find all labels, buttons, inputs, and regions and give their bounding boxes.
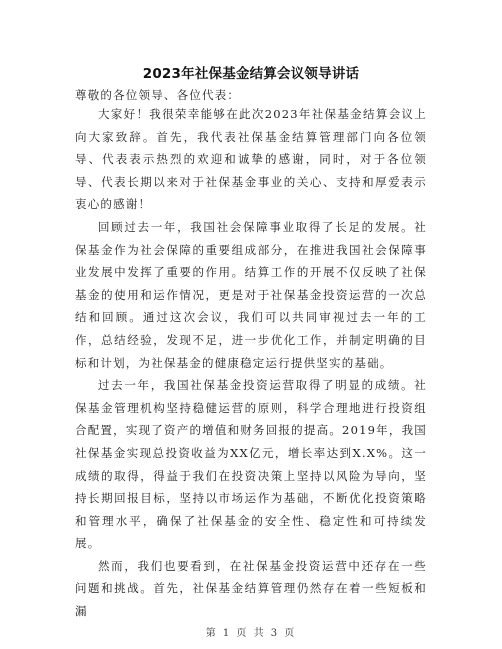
page-number-footer: 第 1 页 共 3 页 xyxy=(205,628,297,639)
paragraph-greeting: 大家好！我很荣幸能够在此次2023年社保基金结算会议上向大家致辞。首先，我代表社保基金结算管理部门向各位领导、代表表示热烈的欢迎和诚挚的感谢，同时，对于各位领导、代表长期以来对于社保基金事业的关心、支持和厚爱表示衷心的感谢！ xyxy=(75,107,427,212)
salutation: 尊敬的各位领导、各位代表： xyxy=(75,88,241,102)
paragraph-achievements: 过去一年，我国社保基金投资运营取得了明显的成绩。社保基金管理机构坚持稳健运营的原则，科学合理地进行投资组合配置，实现了资产的增值和财务回报的提高。2019年，我国社保基金实现总投资收益为XX亿元，增长率达到X.X%。这一成绩的取得，得益于我们在投资决策上坚持以风险为导向，坚持长期回报目标，坚持以市场运作为基础，不断优化投资策略和管理水平，确保了社保基金的安全性、稳定性和可持续发展。 xyxy=(75,378,427,551)
document-title: 2023年社保基金结算会议领导讲话 xyxy=(142,66,360,82)
document-body xyxy=(75,103,427,623)
paragraph-review: 回顾过去一年，我国社会保障事业取得了长足的发展。社保基金作为社会保障的重要组成部分，在推进我国社会保障事业发展中发挥了重要的作用。结算工作的开展不仅反映了社保基金的使用和运作情况，更是对于社保基金投资运营的一次总结和回顾。通过这次会议，我们可以共同审视过去一年的工作，总结经验，发现不足，进一步优化工作，并制定明确的目标和计划，为社保基金的健康稳定运行提供坚实的基础。 xyxy=(75,219,427,370)
paragraph-challenges: 然而，我们也要看到，在社保基金投资运营中还存在一些问题和挑战。首先，社保基金结算管理仍然存在着一些短板和漏 xyxy=(75,558,427,619)
